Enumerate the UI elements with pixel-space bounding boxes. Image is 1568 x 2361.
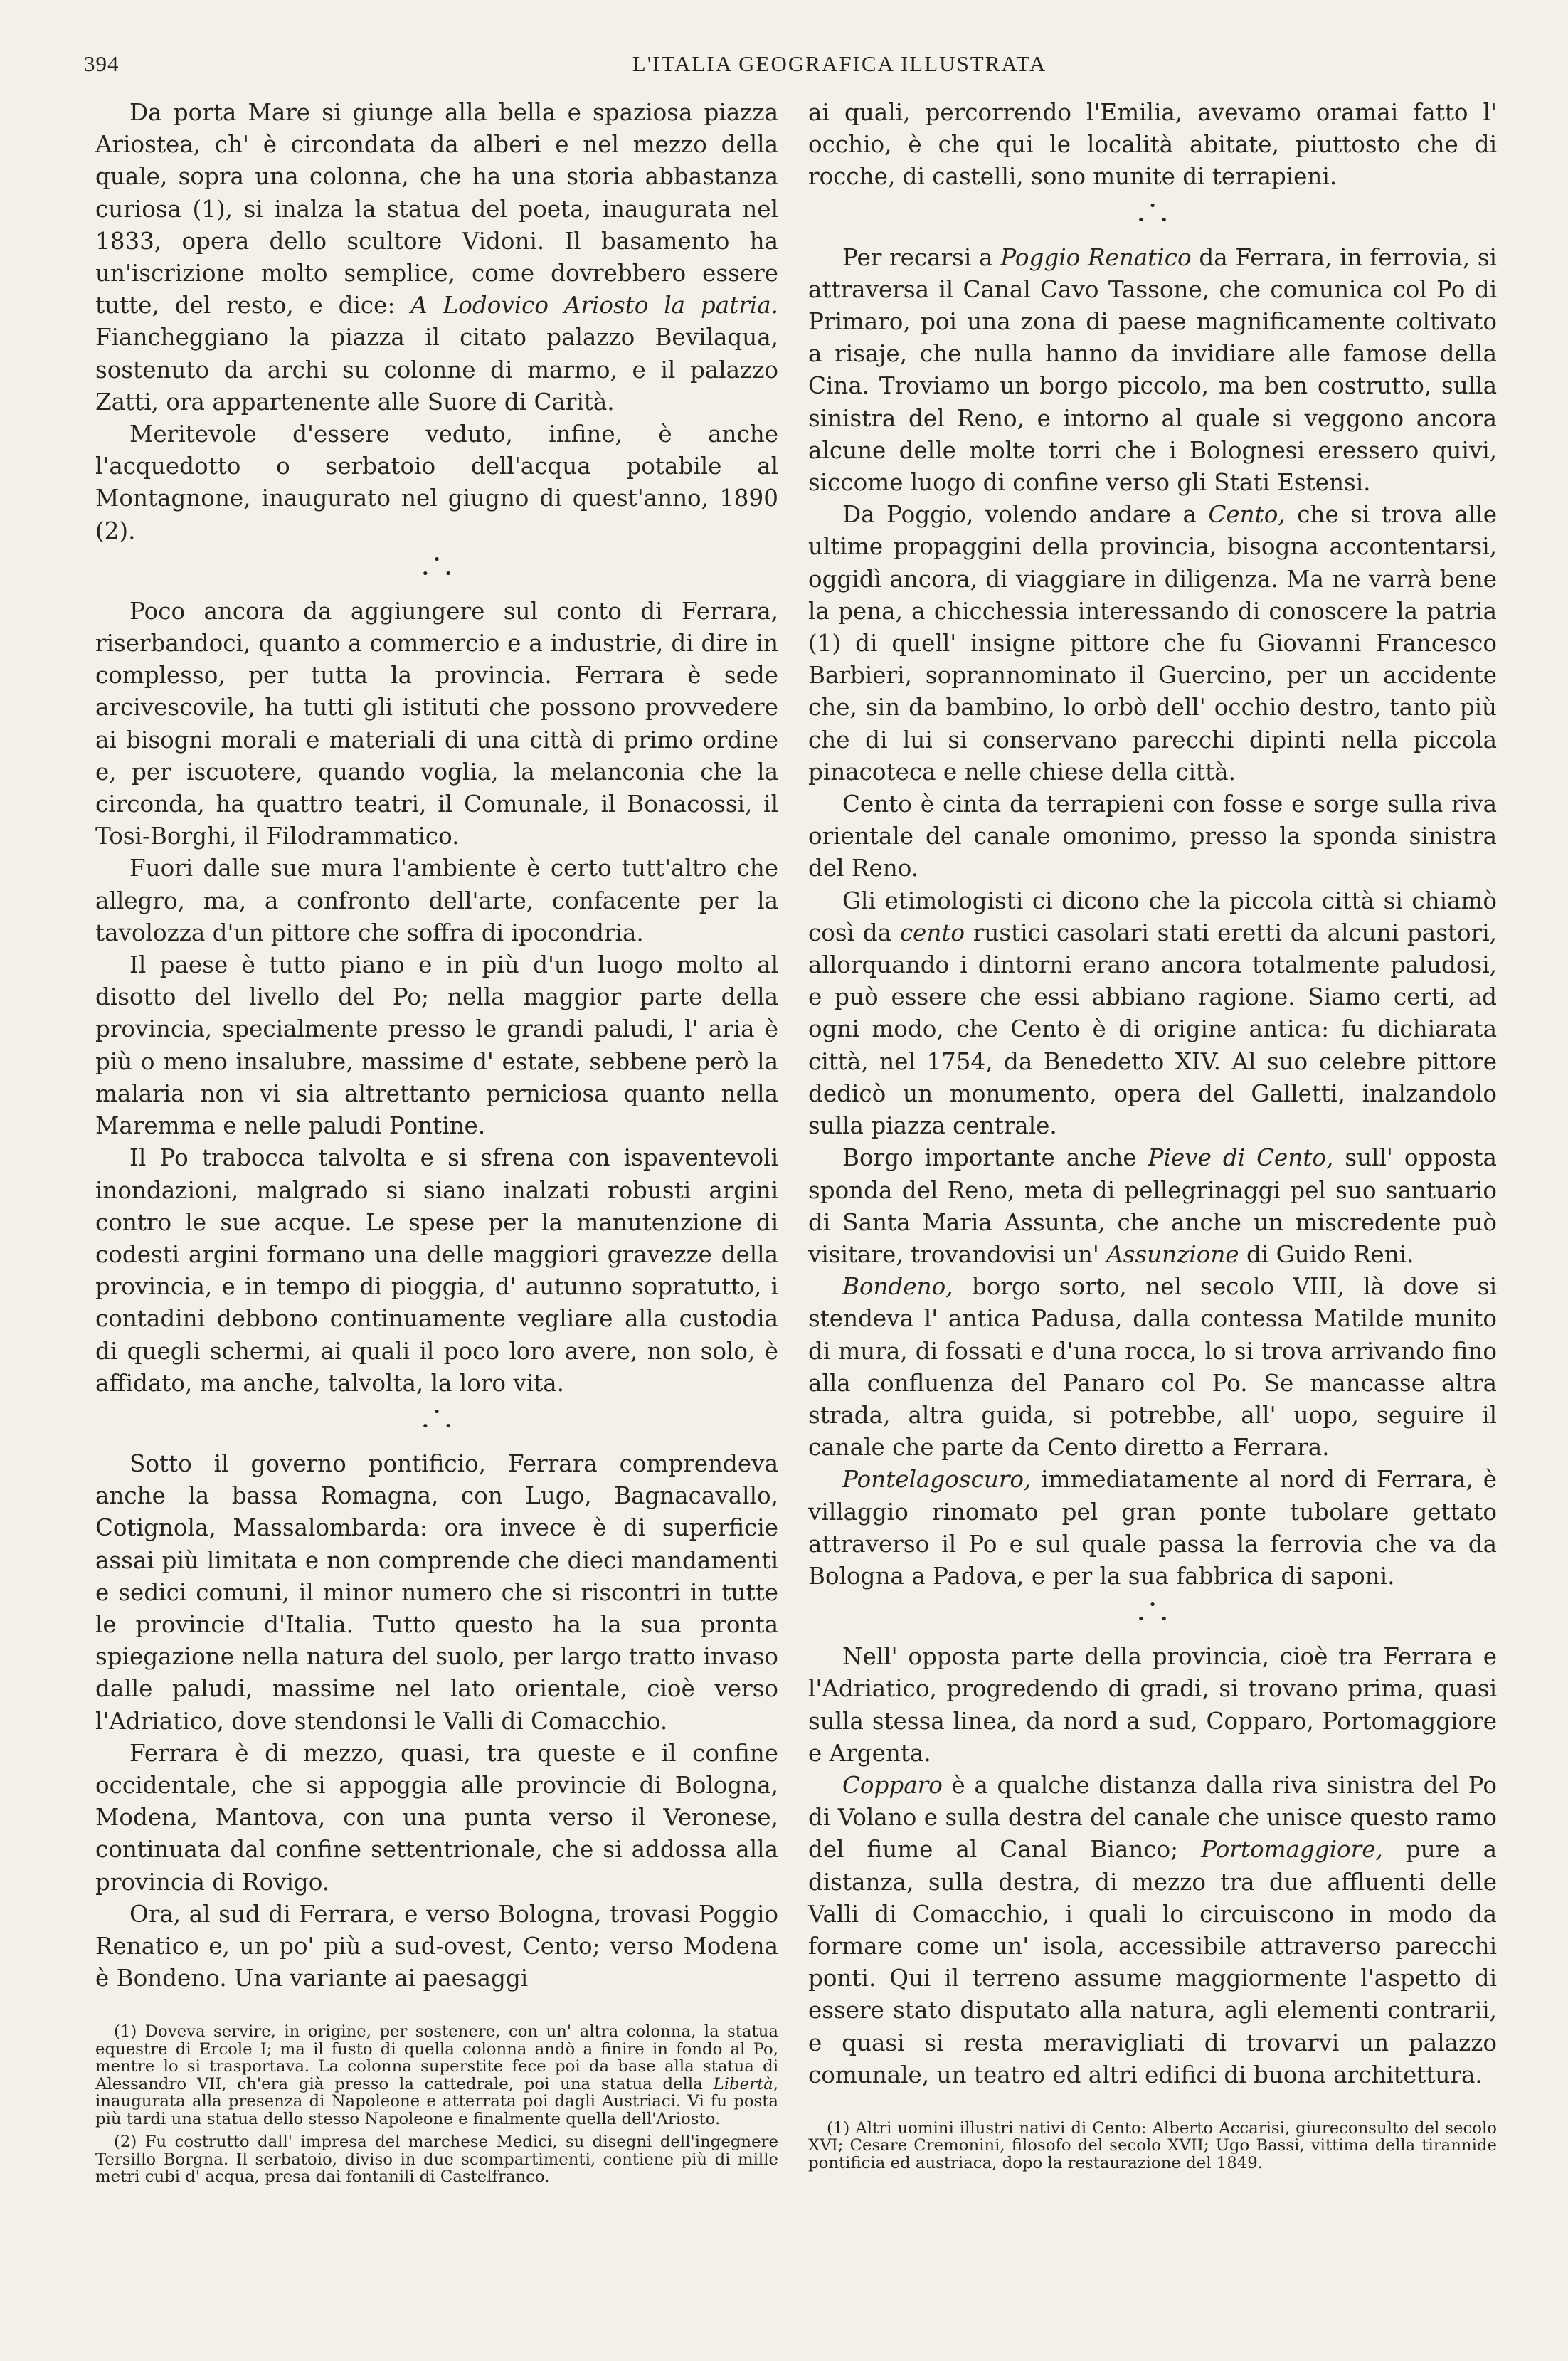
paragraph: ai quali, percorrendo l'Emilia, avevamo oramai fatto l' occhio, è che qui le località abitate, piuttosto che di rocche, di castelli, sono munite di terrapieni. — [808, 99, 1497, 191]
running-head: L'ITALIA GEOGRAFICA ILLUSTRATA — [632, 51, 1047, 76]
paragraph: Borgo importante anche Pieve di Cento, sull' opposta sponda del Reno, meta di pellegrinaggi pel suo santuario di Santa Maria Assunta, che anche un miscredente può visitare, trovandovisi un' Assunzione di Guido Reni. — [808, 1144, 1497, 1268]
paragraph: Ferrara è di mezzo, quasi, tra queste e il confine occidentale, che si appoggia alle provincie di Bologna, Modena, Mantova, con una punta verso il Veronese, continuata dal confine settentrionale, che si addossa alla provincia di Rovigo. — [95, 1739, 778, 1896]
left-column — [95, 97, 778, 2192]
paragraph: Copparo è a qualche distanza dalla riva sinistra del Po di Volano e sulla destra del canale che unisce questo ramo del fiume al Canal Bianco; Portomaggiore, pure a distanza, sulla destra, di mezzo tra due affluenti delle Valli di Comacchio, i quali lo circuiscono in modo da formare come un' isola, accessibile attraverso parecchi ponti. Qui il terreno assume maggiormente l'aspetto di essere stato disputato alla natura, agli elementi contrarii, e quasi si resta meravigliati di trovarvi un palazzo comunale, un teatro ed altri edifici di buona architettura. — [808, 1771, 1497, 2088]
section-divider-asterism: • • • — [421, 1404, 458, 1434]
paragraph: Cento è cinta da terrapieni con fosse e sorge sulla riva orientale del canale omonimo, presso la sponda sinistra del Reno. — [808, 791, 1497, 882]
paragraph: Poco ancora da aggiungere sul conto di Ferrara, riserbandoci, quanto a commercio e a industrie, di dire in complesso, per tutta la provincia. Ferrara è sede arcivescovile, ha tutti gli istituti che possono provvedere ai bisogni morali e materiali di una città di primo ordine e, per iscuotere, quando voglia, la melanconia che la circonda, ha quattro teatri, il Comunale, il Bonacossi, il Tosi-Borghi, il Filodrammatico. — [95, 597, 778, 850]
footnote: (1) Altri uomini illustri nativi di Cento: Alberto Accarisi, giureconsulto del secolo XVI; Cesare Cremonini, filosofo del secolo XVII; Ugo Bassi, vittima della tirannide pontificia ed austriaca, dopo la restaurazione del 1849. — [808, 2118, 1497, 2172]
right-column — [808, 97, 1497, 2177]
footnote: (1) Doveva servire, in origine, per sostenere, con un' altra colonna, la statua equestre di Ercole I; ma il fusto di quella colonna andò a finire in fondo al Po, mentre lo si trasportava. La colonna superstite fece poi da base alla statua di Alessandro VII, ch'era già presso la cattedrale, poi una statua della Libertà, inaugurata alla presenza di Napoleone e atterrata poi dagli Austriaci. Vi fu posta più tardi una statua dello stesso Napoleone e finalmente quella dell'Ariosto. — [95, 2022, 778, 2128]
paragraph: Bondeno, borgo sorto, nel secolo VIII, là dove si stendeva l' antica Padusa, dalla contessa Matilde munito di mura, di fossati e d'una rocca, lo si trova arrivando fino alla confluenza del Panaro col Po. Se mancasse altra strada, altra guida, si potrebbe, all' uopo, seguire il canale che parte da Cento diretto a Ferrara. — [808, 1273, 1497, 1462]
paragraph: Pontelagoscuro, immediatamente al nord di Ferrara, è villaggio rinomato pel gran ponte tubolare gettato attraverso il Po e sul quale passa la ferrovia che va da Bologna a Padova, e per la sua fabbrica di saponi. — [808, 1466, 1497, 1590]
paragraph: Ora, al sud di Ferrara, e verso Bologna, trovasi Poggio Renatico e, un po' più a sud-ovest, Cento; verso Modena è Bondeno. Una variante ai paesaggi — [95, 1900, 778, 1992]
paragraph: Fuori dalle sue mura l'ambiente è certo tutt'altro che allegro, ma, a confronto dell'arte, confacente per la tavolozza d'un pittore che soffra di ipocondria. — [95, 855, 778, 946]
paragraph: Gli etimologisti ci dicono che la piccola città si chiamò così da cento rustici casolari stati eretti da alcuni pastori, allorquando i dintorni erano ancora totalmente paludosi, e può essere che essi abbiano ragione. Siamo certi, ad ogni modo, che Cento è di origine antica: fu dichiarata città, nel 1754, da Benedetto XIV. Al suo celebre pittore dedicò un monumento, opera del Galletti, inalzandolo sulla piazza centrale. — [808, 887, 1497, 1140]
footnote: (2) Fu costrutto dall' impresa del marchese Medici, su disegni dell'ingegnere Tersillo Borgna. Il serbatoio, diviso in due scompartimenti, contiene più di mille metri cubi d' acqua, presa dai fontanili di Castelfranco. — [95, 2133, 778, 2187]
paragraph: Il paese è tutto piano e in più d'un luogo molto al disotto del livello del Po; nella maggior parte della provincia, specialmente presso le grandi paludi, l' aria è più o meno insalubre, massime d' estate, sebbene però la malaria non vi sia altrettanto perniciosa quanto nella Maremma e nelle paludi Pontine. — [95, 951, 778, 1140]
page-number: 394 — [84, 51, 120, 76]
paragraph: Meritevole d'essere veduto, infine, è anche l'acquedotto o serbatoio dell'acqua potabile al Montagnone, inaugurato nel giugno di quest'anno, 1890 (2). — [95, 421, 778, 544]
paragraph: Da Poggio, volendo andare a Cento, che si trova alle ultime propaggini della provincia, bisogna accontentarsi, oggidì ancora, di viaggiare in diligenza. Ma ne varrà bene la pena, a chicchessia interessando di conoscere la patria (1) di quell' insigne pittore che fu Giovanni Francesco Barbieri, soprannominato il Guercino, per un accidente che, sin da bambino, lo orbò dell' occhio destro, tanto più che di lui si conservano parecchi dipinti nella piccola pinacoteca e nelle chiese della città. — [808, 501, 1497, 786]
paragraph: Sotto il governo pontificio, Ferrara comprendeva anche la bassa Romagna, con Lugo, Bagnacavallo, Cotignola, Massalombarda: ora invece è di superficie assai più limitata e non comprende che dieci mandamenti e sedici comuni, il minor numero che si riscontri in tutte le provincie d'Italia. Tutto questo ha la sua pronta spiegazione nella natura del suolo, per largo tratto invaso dalle paludi, massime nel lato orientale, cioè verso l'Adriatico, dove stendonsi le Valli di Comacchio. — [95, 1449, 778, 1735]
paragraph: Per recarsi a Poggio Renatico da Ferrara, in ferrovia, si attraversa il Canal Cavo Tassone, che comunica col Po di Primaro, poi una zona di paese magnificamente coltivato a risaje, che nulla hanno da invidiare alle famose della Cina. Troviamo un borgo piccolo, ma ben costrutto, sulla sinistra del Reno, e intorno al quale si veggono ancora alcune delle molte torri che i Bolognesi eressero quivi, siccome luogo di confine verso gli Stati Estensi. — [808, 243, 1497, 497]
paragraph: Nell' opposta parte della provincia, cioè tra Ferrara e l'Adriatico, progredendo di gradi, si trovano prima, quasi sulla stessa linea, da nord a sud, Copparo, Portomaggiore e Argenta. — [808, 1643, 1497, 1767]
paragraph: Il Po trabocca talvolta e si sfrena con ispaventevoli inondazioni, malgrado si siano inalzati robusti argini contro le sue acque. Le spese per la manutenzione di codesti argini formano una delle maggiori gravezze della provincia, e in tempo di pioggia, d' autunno sopratutto, i contadini debbono continuamente vegliare alla custodia di quegli schermi, ai quali il poco loro avere, non solo, è affidato, ma anche, talvolta, la loro vita. — [95, 1144, 778, 1397]
section-divider-asterism: • • • — [1137, 1597, 1174, 1627]
section-divider-asterism: • • • — [421, 551, 458, 581]
footnotes — [808, 2120, 1497, 2172]
section-divider-asterism: • • • — [1137, 198, 1174, 228]
footnotes — [95, 2023, 778, 2186]
paragraph: Da porta Mare si giunge alla bella e spaziosa piazza Ariostea, ch' è circondata da alberi e nel mezzo della quale, sopra una colonna, che ha una storia abbastanza curiosa (1), si inalza la statua del poeta, inaugurata nel 1833, opera dello scultore Vidoni. Il basamento ha un'iscrizione molto semplice, come dovrebbero essere tutte, del resto, e dice: A Lodovico Ariosto la patria. Fiancheggiano la piazza il citato palazzo Bevilaqua, sostenuto da archi su colonne di marmo, e il palazzo Zatti, ora appartenente alle Suore di Carità. — [95, 99, 778, 416]
